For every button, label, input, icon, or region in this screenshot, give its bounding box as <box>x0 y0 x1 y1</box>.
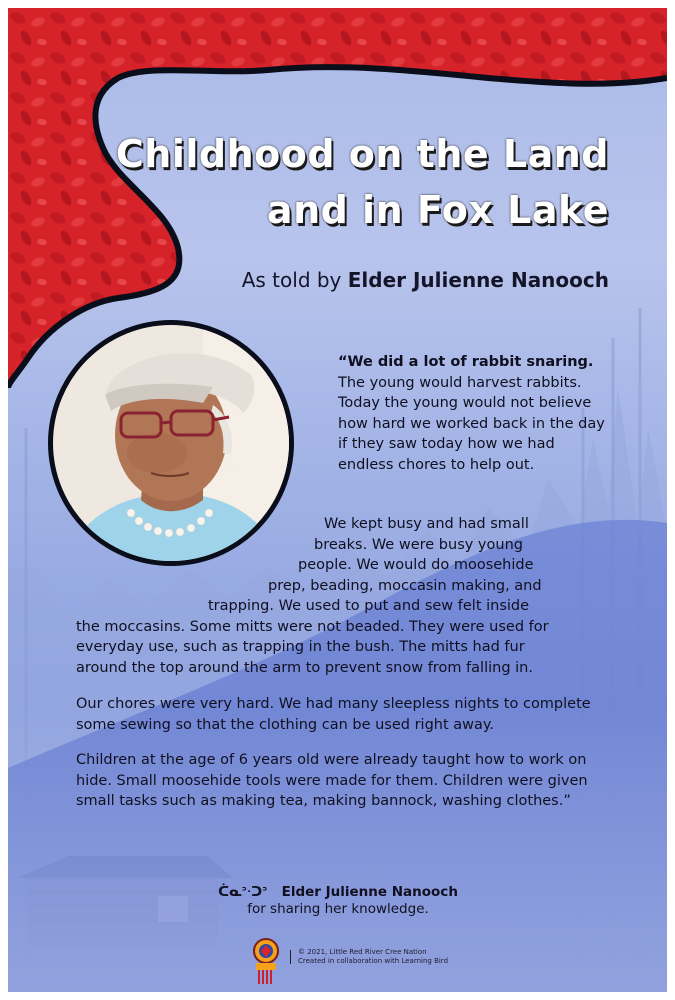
story-paragraph-3: Our chores were very hard. We had many sleepless nights to complete some sewing so that the clothing can be used right away. <box>76 696 591 733</box>
story-p2-line: prep, beading, moccasin making, and <box>268 577 542 594</box>
title-line-1: Childhood on the Land <box>115 132 609 176</box>
copyright-text: © 2021, Little Red River Cree Nation <box>298 948 427 956</box>
story-p2-line: everyday use, such as trapping in the bush. The mitts had fur <box>76 639 525 655</box>
nation-logo-icon <box>248 936 284 986</box>
story-paragraph-1 <box>338 352 606 475</box>
page-title <box>49 126 609 238</box>
story-p2-line: We kept busy and had small <box>324 516 529 532</box>
story-paragraph-1-text: The young would harvest rabbits. Today the young would not believe how hard we worked back in the day if they saw today how we had endless chores to help out. <box>338 374 605 473</box>
story-p2-line: people. We would do moosehide <box>298 557 534 573</box>
acknowledgement-line-1 <box>168 884 508 901</box>
subtitle-elder-name: Elder Julienne Nanooch <box>347 268 609 292</box>
story-p2-line: breaks. We were busy young <box>314 536 523 553</box>
subtitle-prefix: As told by <box>241 268 342 292</box>
story-p2-line: the moccasins. Some mitts were not beaded. They were used for <box>76 618 549 635</box>
title-line-2: and in Fox Lake <box>266 188 609 232</box>
story-paragraph-4: Children at the age of 6 years old were already taught how to work on hide. Small moosehide tools were made for them. Children were given small tasks such as making tea, making bannock, washing clothes.” <box>76 752 588 809</box>
story-p2-line: around the top around the arm to prevent snow from falling in. <box>76 659 533 676</box>
acknowledgement <box>168 884 508 918</box>
footer-divider <box>290 950 291 964</box>
collaboration-text: Created in collaboration with Learning Bird <box>298 957 449 965</box>
footer <box>248 936 508 986</box>
syllabics-thanks: ᑖᓇᐣᐧᑐᐣ <box>218 884 268 900</box>
story-p2-line: trapping. We used to put and sew felt inside <box>208 598 530 614</box>
acknowledgement-line-2: for sharing her knowledge. <box>247 901 429 917</box>
subtitle <box>89 268 609 292</box>
acknowledgement-elder-name: Elder Julienne Nanooch <box>281 884 458 900</box>
poster <box>8 8 667 992</box>
footer-text <box>298 948 518 966</box>
story-lead-sentence: “We did a lot of rabbit snaring. <box>338 354 594 370</box>
story-paragraph-2 <box>76 514 616 678</box>
